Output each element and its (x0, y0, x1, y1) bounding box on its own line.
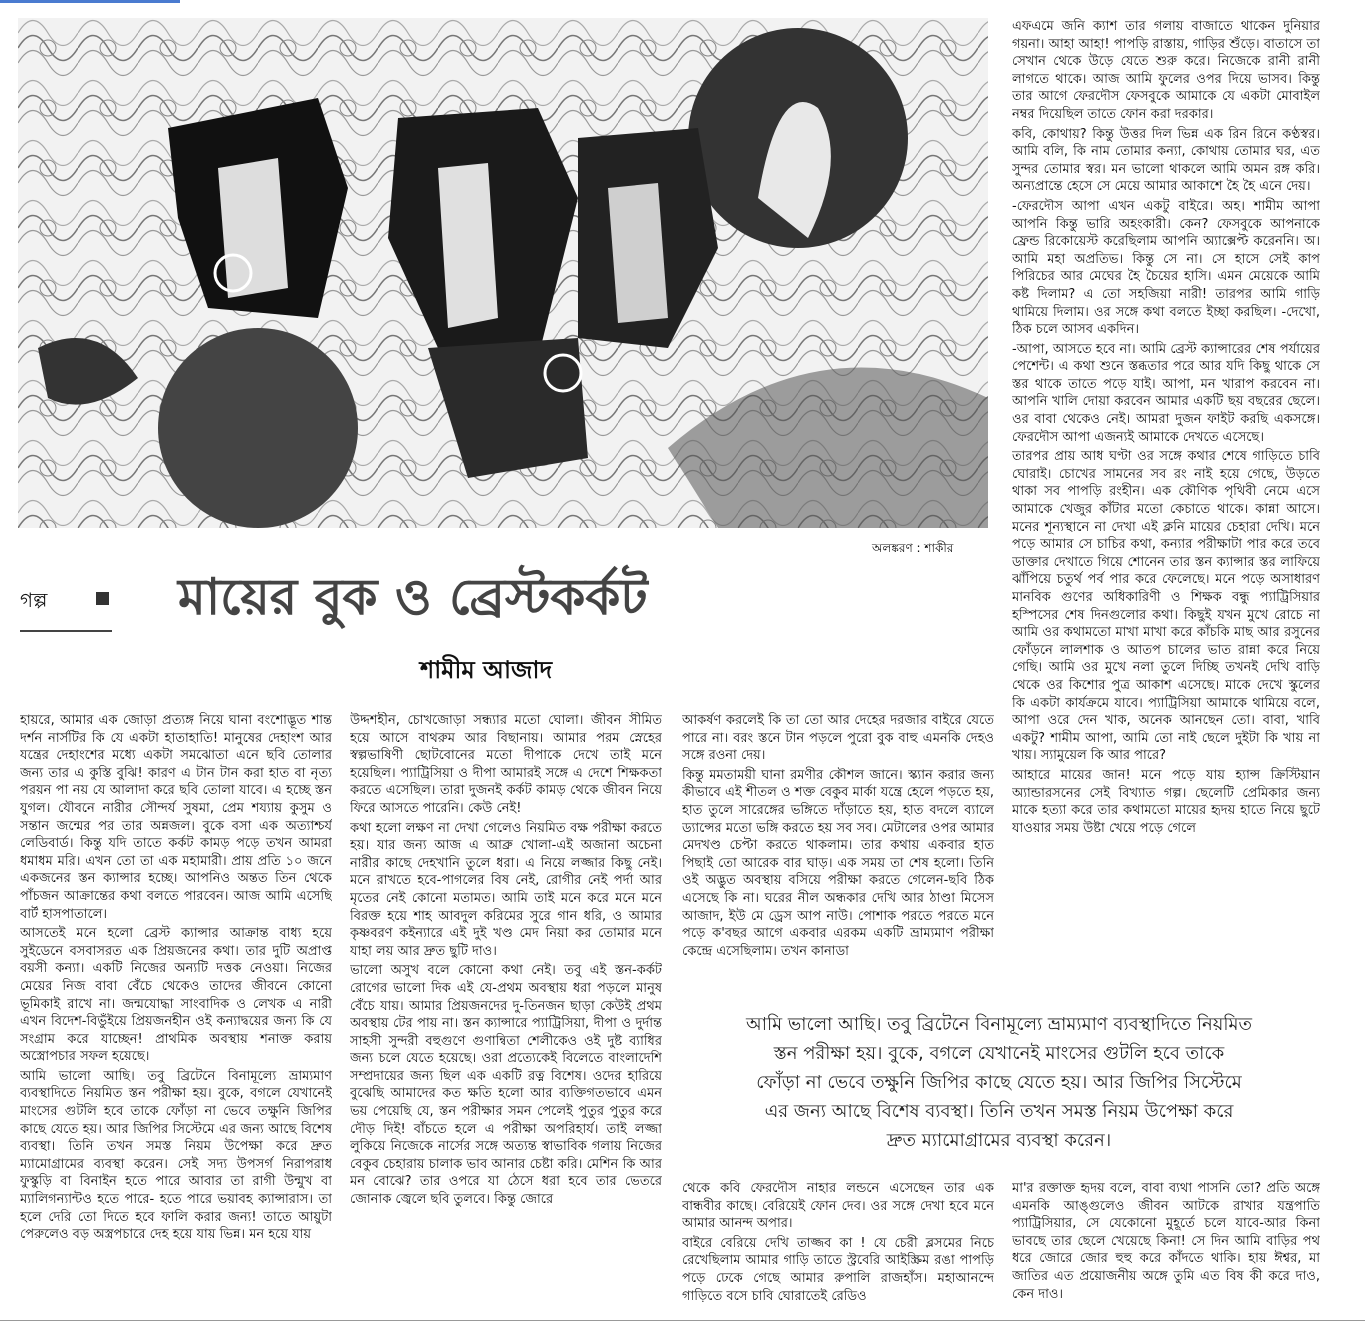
paragraph: -ফেরদৌস আপা এখন একটু বাইরে। অহ। শামীম আপা আপনি কিন্তু ভারি অহংকারী। কেন? ফেসবুকে আপনাকে ফ্রেন্ড রিকোয়েস্ট করেছিলাম আপনি অ্যাক্সেপ্ট করেননি। অ। আমি মহা অপ্রতিভ। কিন্তু সে না। সে হাসে সেই কাপ পিরিচের আর মেঘের হৈ চৈয়ের হাসি। এমন মেয়েকে আমি কষ্ট দিলাম? এ তো সহজিয়া নারী! তারপর আমি গাড়ি থামিয়ে দিলাম। ওর সঙ্গে কথা বলতে ইচ্ছা করছিল। -দেখো, ঠিক চলে আসব একদিন। (1012, 198, 1320, 338)
abstract-faces-artwork (18, 18, 988, 528)
pull-quote (684, 1010, 1314, 1155)
article-column-3 (682, 712, 994, 1002)
article-column-3-continued (682, 1180, 994, 1315)
paragraph: কিন্তু মমতাময়ী ঘানা রমণীর কৌশল জানে। স্ক্যান করার জন্য কীভাবে এই শীতল ও শক্ত বেকুব মার্কা যন্ত্রে হেলে পড়তে হয়, হাত তুলে সারেঙ্গের ভঙ্গিতে দাঁড়াতে হয়, হাত বদলে ব্যালে ড্যান্সের মতো ভঙ্গি করতে হয় সব সব। মেটালের ওপর আমার মেদখণ্ড চেপ্টা করতে থাকলাম। তার কথায় একবার হাত পিছাই তো আরেক বার ঘাড়। এক সময় তা শেষ হলো। তিনি ওই অদ্ভুত অবস্থায় বসিয়ে পরীক্ষা করতে গেলেন-ছবি ঠিক এসেছে কি না। ঘরের নীল অন্ধকার দেখি আর ঠাণ্ডা মিসেস আজাদ, ইউ মে ড্রেস আপ নাউ। পোশাক পরতে পরতে মনে পড়ে ক'বছর আগে একবার এরকম একটি ভ্রাম্যমাণ পরীক্ষা কেন্দ্রে এসেছিলাম। তখন কানাডা (682, 767, 994, 959)
pull-quote-line: আমি ভালো আছি। তবু ব্রিটেনে বিনামূল্যে ভ্রাম্যমাণ ব্যবস্থাদিতে নিয়মিত (745, 1014, 1253, 1035)
article-column-4-continued (1012, 1180, 1320, 1315)
section-label: গল্প (20, 588, 48, 612)
pull-quote-line: ফোঁড়া না ভেবে তক্ষুনি জিপির কাছে যেতে হয়। আর জিপির সিস্টেমে (756, 1072, 1242, 1093)
paragraph: থেকে কবি ফেরদৌস নাহার লন্ডনে এসেছেন তার এক বান্ধবীর কাছে। বেরিয়েই ফোন দেব। ওর সঙ্গে দেখা হবে মনে আমার আনন্দ অপার। (682, 1181, 994, 1232)
section-marker-icon (96, 592, 109, 605)
bottom-rule (0, 1320, 1365, 1321)
paragraph: আহারে মায়ের জান! মনে পড়ে যায় হ্যান্স ক্রিস্টিয়ান অ্যান্ডারসনের সেই বিখ্যাত গল্প। ছেলেটি প্রেমিকার জন্য মাকে হত্যা করে তার কথামতো মায়ের হৃদয় হাতে নিয়ে ছুটে যাওয়ার সময় উষ্টা খেয়ে পড়ে গেলে (1012, 767, 1320, 836)
paragraph: উদ্দশহীন, চোখজোড়া সন্ধ্যার মতো ঘোলা। জীবন সীমিত হয়ে আসে বাথরুম আর বিছানায়। আমার পরম স্নেহের স্বল্পভাষিণী ছোটবোনের মতো দীপাকে দেখে তাই মনে হয়েছিল। প্যাট্রিসিয়া ও দীপা আমারই সঙ্গে এ দেশে শিক্ষকতা করতে এসেছিল। তারা দুজনই কর্কট কামড় থেকে জীবন নিয়ে ফিরে আসতে পারেনি। কেউ নেই! (350, 713, 662, 816)
article-author: শামীম আজাদ (420, 656, 553, 684)
paragraph: কথা হলো লক্ষণ না দেখা গেলেও নিয়মিত বক্ষ পরীক্ষা করতে হয়। যার জন্য আজ এ আব্রু খোলা-এই অজানা অচেনা নারীর কাছে দেহখানি তুলে ধরা। এ নিয়ে লজ্জার কিছু নেই। মনে রাখতে হবে-পাগলের বিষ নেই, রোগীর নেই পর্দা আর মৃতের নেই কোনো মতামত। আমি তাই মনে করে মনে মনে বিরক্ত হয়ে শাহ আবদুল করিমের সুরে গান ধরি, ও আমার কৃষ্ণবরণ কইন্যারে এই দুই খণ্ড মেদ নিয়া কর তোমার মনে যাহা লয় আর দ্রুত ছুটি দাও। (350, 820, 662, 959)
paragraph: হায়রে, আমার এক জোড়া প্রত্যঙ্গ নিয়ে ঘানা বংশোদ্ভূত শান্ত দর্শন নার্সটির কি যে একটা হাতাহাতি! মানুষের দেহাংশ আর যন্ত্রের দেহাংশের মধ্যে একটা সমঝোতা এনে ছবি তোলার জন্য তার এ কুস্তি বুঝি! কারণ এ টান টান করা হাত বা নৃত্য পরয়ন পা নয় যে আলাদা করে ছবি তোলা যাবে। এ হচ্ছে স্তন যুগল। যৌবনে নারীর সৌন্দর্য সুষমা, প্রেম শয্যায় কুসুম ও সন্তান জন্মের পর তার অন্নজল। বুকে বসা এক অত্যাশ্চর্য লেডিবার্ড। কিন্তু যদি তাতে কর্কট কামড় পড়ে তখন আমরা ধমাধম মরি। এখন তো তা এক মহামারী। প্রায় প্রতি ১০ জনে একজনের স্তন ক্যান্সার হচ্ছে। আপনিও অন্তত তিন থেকে পাঁচজন আক্রান্তের কথা বলতে পারবেন। আজ আমি এসেছি বার্ট হাসপাতালে। (20, 713, 332, 922)
paragraph: বাইরে বেরিয়ে দেখি তাজ্জব কা ! যে চেরী ব্লসমের নিচে রেখেছিলাম আমার গাড়ি তাতে স্ট্রবেরি আইস্ক্রিম রঙা পাপড়ি পড়ে ঢেকে গেছে আমার রুপালি রাজহাঁস। মহাআনন্দে গাড়িতে বসে চাবি ঘোরাতেই রেডিও (682, 1235, 994, 1304)
paragraph: ভালো অসুখ বলে কোনো কথা নেই। তবু এই স্তন-কর্কট রোগের ভালো দিক এই যে-প্রথম অবস্থায় ধরা পড়লে মানুষ বেঁচে যায়। আমার প্রিয়জনদের দু-তিনজন ছাড়া কেউই প্রথম অবস্থায় টের পায় না। স্তন ক্যান্সারে প্যাট্রিসিয়া, দীপা ও দুর্দান্ত সাহসী সুন্দরী বহুগুণে গুণান্বিতা শেলীকেও ওই দুষ্ট ব্যাধির জন্য চলে যেতে হয়েছে। ওরা প্রত্যেকেই বিলেতে বাংলাদেশি সম্প্রদায়ের জন্য ছিল এক একটি রত্ন বিশেষ। ওদের হারিয়ে বুঝেছি আমাদের কত ক্ষতি হলো আর ব্যক্তিগতভাবে এমন ভয় পেয়েছি যে, স্তন পরীক্ষার সমন পেলেই পুতুর পুতুর করে দৌড় দিই! বাঁচতে হলে এ পরীক্ষা অপরিহার্য। তাই লজ্জা লুকিয়ে নিজেকে নার্সের সঙ্গে অত্যন্ত স্বাভাবিক গলায় নিজের বেকুব চেহারায় চালাক ভাব আনার চেষ্টা করি। মেশিন কি আর মন বোঝে? তার ওপরে যা ঠেসে ধরা হবে তার ভেতরে জোনাক জ্বেলে ছবি তুলবে। কিন্তু জোরে (350, 963, 662, 1208)
illustration-credit: অলঙ্করণ : শাকীর (872, 541, 954, 555)
top-accent-bar (0, 0, 180, 3)
pull-quote-line: এর জন্য আছে বিশেষ ব্যবস্থা। তিনি তখন সমস্ত নিয়ম উপেক্ষা করে (764, 1101, 1234, 1122)
pull-quote-line: স্তন পরীক্ষা হয়। বুকে, বগলে যেখানেই মাংসের গুটলি হবে তাকে (773, 1043, 1225, 1064)
paragraph: কবি, কোথায়? কিন্তু উত্তর দিল ভিন্ন এক রিন রিনে কণ্ঠস্বর। আমি বলি, কি নাম তোমার কন্যা, কোথায় তোমার ঘর, এত সুন্দর তোমার স্বর। মন ভালো থাকলে আমি অমন রঙ্গ করি। অন্যপ্রান্তে হেসে সে মেয়ে আমার আকাশে হৈ হৈ এনে দেয়। (1012, 126, 1320, 195)
paragraph: মা'র রক্তাক্ত হৃদয় বলে, বাবা ব্যথা পাসনি তো? প্রতি অঙ্গে এমনকি আঙ্গুলেও জীবন আটকে রাখার যন্ত্রপাতি প্যাট্রিসিয়ার, সে যেকোনো মুহূর্তে চলে যাবে-আর কিনা ভাবছে তার ছেলে খেয়েছে কিনা! সে দিন আমি বাড়ির পথ ধরে জোরে জোর হুহু করে কাঁদতে থাকি। হায় ঈশ্বর, মা জাতির এত প্রয়োজনীয় অঙ্গে তুমি এত বিষ কী করে দাও, কেন দাও। (1012, 1181, 1320, 1302)
paragraph: আমি ভালো আছি। তবু ব্রিটেনে বিনামূল্যে ভ্রাম্যমাণ ব্যবস্থাদিতে নিয়মিত স্তন পরীক্ষা হয়। বুকে, বগলে যেখানেই মাংসের গুটলি হবে তাকে ফোঁড়া না ভেবে তক্ষুনি জিপির কাছে যেতে হয়। আর জিপির সিস্টেমে এর জন্য আছে বিশেষ ব্যবস্থা। তিনি তখন সমস্ত নিয়ম উপেক্ষা করে দ্রুত ম্যামোগ্রামের ব্যবস্থা করেন। সেই সদ্য উপসর্গ নিরাপরাধ ফুস্কুড়ি বা বিনাইন হতে পারে আবার তা রাগী উন্মুখ বা ম্যালিগন্যান্টও হতে পারে- হতে পারে ভয়াবহ ক্যান্সারাস। তা হলে দেরি তো দিতে হবে ফালি করার জন্য! তাতে আয়ুটা পেরুলেও বড় অস্ত্রপচারে দেহ হয়ে যায় ভিন্ন। মন হয়ে যায় (20, 1068, 332, 1243)
article-column-4 (1012, 18, 1320, 1002)
story-illustration (18, 18, 988, 528)
article-column-2 (350, 712, 662, 1315)
pull-quote-line: দ্রুত ম্যামোগ্রামের ব্যবস্থা করেন। (886, 1130, 1112, 1151)
paragraph: আসতেই মনে হলো ব্রেস্ট ক্যান্সার আক্রান্ত বাধ্য হয়ে সুইডেনে বসবাসরত এক প্রিয়জনের কথা। তার দুটি অপ্রাপ্ত বয়সী কন্যা। একটি নিজের অন্যটি দত্তক নেওয়া। নিজের মেয়ের নিজ বাবা বেঁচে থেকেও তাদের জীবনে কোনো ভূমিকাই রাখে না। জন্মযোদ্ধা সাংবাদিক ও লেখক এ নারী এখন বিদেশ-বিভুঁইয়ে প্রিয়জনহীন ওই কন্যাদ্বয়ের জন্য কি যে সংগ্রাম করে যাচ্ছেন! প্রাথমিক অবস্থায় শনাক্ত করায় অস্ত্রোপচার সফল হয়েছে। (20, 926, 332, 1065)
paragraph: আকর্ষণ করলেই কি তা তো আর দেহের দরজার বাইরে যেতে পারে না। বরং স্তনে টান পড়লে পুরো বুক বাহু এমনকি দেহও সঙ্গে রওনা দেয়। (682, 713, 994, 764)
article-column-1 (20, 712, 332, 1315)
paragraph: -আপা, আসতে হবে না। আমি ব্রেস্ট ক্যান্সারের শেষ পর্যায়ের পেশেন্ট। এ কথা শুনে স্তব্ধতার পরে আর যদি কিছু থাকে সে স্তর থাকে তাতে পড়ে যাই। আপা, মন খারাপ করবেন না। আপনি খালি দোয়া করবেন আমার একটি ছয় বছরের ছেলে। ওর বাবা থেকেও নেই। আমরা দুজন ফাইট করছি একসঙ্গে। ফেরদৌস আপা এজন্যই আমাকে দেখতে এসেছে। (1012, 341, 1320, 445)
paragraph: এফএমে জনি ক্যাশ তার গলায় বাজাতে থাকেন দুনিয়ার গয়না। আহা আহা! পাপড়ি রাস্তায়, গাড়ির শুঁড়ে। বাতাসে তা সেখান থেকে উড়ে যেতে শুরু করে। নিজেকে রানী রানী লাগতে থাকে। আজ আমি ফুলের ওপর দিয়ে ভাসব। কিন্তু তার আগে ফেরদৌস ফেসবুকে আমাকে যে একটা মোবাইল নম্বর দিয়েছিল তাতে ফোন করা দরকার। (1012, 19, 1320, 122)
section-rule (20, 630, 112, 632)
article-title: মায়ের বুক ও ব্রেস্টকর্কট (178, 567, 648, 626)
paragraph: তারপর প্রায় আধ ঘণ্টা ওর সঙ্গে কথার শেষে গাড়িতে চাবি ঘোরাই। চোখের সামনের সব রং নাই হয়ে গেছে, উড়তে থাকা সব পাপড়ি রংহীন। এক কৌণিক পৃথিবী নেমে এসে আমাকে খেজুর কাঁটার মতো কেচাতে থাকে। কান্না আসে। মনের শূন্যস্থানে না দেখা এই ক্লনি মায়ের চেহারা দেখি। মনে পড়ে আমার সে চাচির কথা, কন্যার পরীক্ষাটা পার করে তবে ডাক্তার দেখাতে গিয়ে শোনেন তার স্তন ক্যান্সার স্তর লাফিয়ে ঝাঁপিয়ে চতুর্থ পর্ব পার করে ফেলেছে। মনে পড়ে অসাধারণ মানবিক গুণের অধিকারিণী ও শিক্ষক বন্ধু প্যাট্রিসিয়ার হস্পিসের শেষ দিনগুলোর কথা। কিছুই যখন মুখে রোচে না আমি ওর কথামতো মাখা মাখা করে কাঁচকি মাছ আর রসুনের ফোঁড়নে লালশাক ও আতপ চালের ভাত রান্না করে নিয়ে গেছি। আমি ওর মুখে নলা তুলে দিচ্ছি তখনই দেখি বাড়ি থেকে ওর কিশোর পুত্র আকাশ এসেছে। মাকে দেখে স্কুলের কি একটা কার্যক্রমে যাবে। প্যাট্রিসিয়া আমাকে থামিয়ে বলে, আপা ওরে দেন খাক, অনেক আনছেন তো। বাবা, খাবি একটু? শামীম আপা, আমি তো নাই ছেলে দুইটা কি খায় না খায়। স্যামুয়েল কি আর পারে? (1012, 449, 1320, 764)
